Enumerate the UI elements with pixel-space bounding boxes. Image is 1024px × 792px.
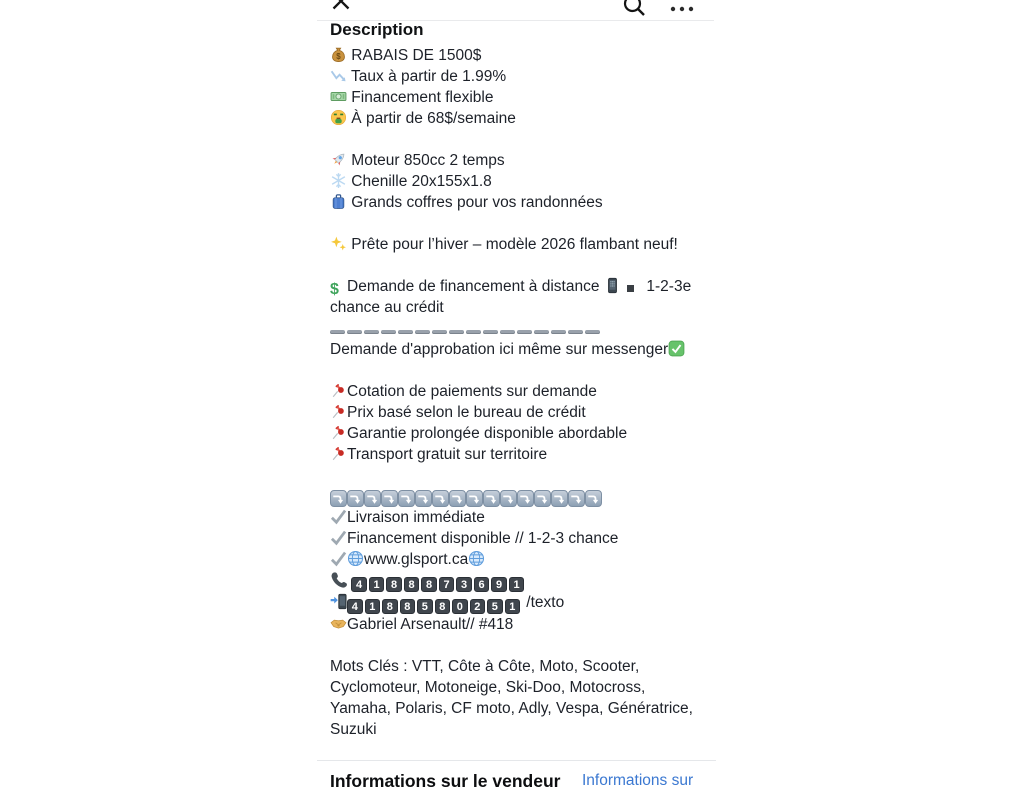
arrow-curving-down-icon: [500, 489, 517, 506]
money-bag-icon: [330, 46, 347, 63]
description-line: [330, 150, 704, 171]
check-mark-button-icon: [668, 340, 685, 357]
heavy-minus-icon: [415, 321, 432, 338]
arrow-curving-down-icon: [551, 489, 568, 506]
text-run: Financement disponible // 1-2-3 chance: [347, 530, 619, 547]
arrow-curving-down-icon: [449, 489, 466, 506]
pushpin-icon: [330, 445, 347, 462]
heavy-minus-icon: [568, 321, 585, 338]
keycap-digit-icon: 8: [421, 577, 437, 593]
chart-decreasing-icon: [330, 67, 347, 84]
text-run: Chenille 20x155x1.8: [347, 173, 492, 190]
check-mark-icon: [330, 529, 347, 546]
arrow-curving-down-icon: [432, 489, 449, 506]
keycap-digit-icon: 7: [439, 577, 455, 593]
description-line: [330, 255, 704, 276]
keycap-digit-icon: 1: [509, 577, 525, 593]
description-line: [330, 423, 704, 444]
text-run: Taux à partir de 1.99%: [347, 68, 507, 85]
heavy-minus-icon: [500, 321, 517, 338]
description-heading: Description: [330, 20, 424, 39]
search-icon: [622, 4, 646, 21]
arrow-curving-down-icon: [364, 489, 381, 506]
keycap-digit-icon: 8: [435, 599, 451, 615]
listing-description-panel: [329, 0, 706, 791]
heavy-minus-icon: [347, 321, 364, 338]
more-options-icon: [669, 0, 697, 17]
description-line: [330, 276, 704, 318]
top-bar: [329, 0, 706, 20]
arrow-curving-down-icon: [534, 489, 551, 506]
text-run: Moteur 850cc 2 temps: [347, 152, 505, 169]
text-run: Demande d'approbation ici même sur messenger: [330, 341, 669, 358]
heavy-minus-icon: [432, 321, 449, 338]
text-run: Gabriel Arsenault// #418: [347, 616, 514, 633]
keycap-digit-icon: 8: [404, 577, 420, 593]
keycap-digit-icon: 0: [452, 599, 468, 615]
seller-info-heading: Informations sur le vendeur: [330, 771, 561, 791]
text-run: Prix basé selon le bureau de crédit: [347, 404, 586, 421]
text-run: RABAIS DE 1500$: [347, 47, 482, 64]
globe-icon: [347, 550, 364, 567]
description-line: [330, 234, 704, 255]
description-line: [330, 108, 704, 129]
dollar-banknote-icon: [330, 88, 347, 105]
arrow-curving-down-icon: [415, 489, 432, 506]
keycap-digit-icon: 8: [386, 577, 402, 593]
description-line: [330, 87, 704, 108]
keycap-digit-icon: 1: [369, 577, 385, 593]
description-line: [330, 45, 704, 66]
description-line: [330, 171, 704, 192]
luggage-icon: [330, 193, 347, 210]
description-line: [330, 570, 704, 592]
pushpin-icon: [330, 403, 347, 420]
description-line: [330, 549, 704, 570]
heavy-dollar-sign-icon: $: [330, 281, 339, 298]
globe-icon: [468, 550, 485, 567]
heavy-minus-icon: [398, 321, 415, 338]
heavy-minus-icon: [534, 321, 551, 338]
arrow-curving-down-icon: [483, 489, 500, 506]
text-run: Grands coffres pour vos randonnées: [347, 194, 603, 211]
close-button[interactable]: [331, 0, 351, 11]
keycap-digit-icon: 8: [400, 599, 416, 615]
keycap-digit-icon: 5: [487, 599, 503, 615]
text-run: www.glsport.ca: [364, 551, 469, 568]
text-run: Livraison immédiate: [347, 509, 485, 526]
arrow-curving-down-icon: [381, 489, 398, 506]
spacer: [330, 740, 704, 760]
description-line: [330, 66, 704, 87]
keycap-digit-icon: 1: [505, 599, 521, 615]
money-mouth-face-icon: [330, 109, 347, 126]
description-line: [330, 192, 704, 213]
svg-text:$: $: [336, 51, 341, 61]
heavy-minus-icon: [364, 321, 381, 338]
rocket-icon: [330, 151, 347, 168]
heavy-minus-icon: [330, 321, 347, 338]
handshake-icon: [330, 615, 347, 632]
description-line: [330, 402, 704, 423]
description-line: [330, 656, 704, 740]
keycap-digit-icon: 3: [456, 577, 472, 593]
description-text: [330, 45, 704, 740]
arrow-curving-down-icon: [347, 489, 364, 506]
telephone-receiver-icon: [330, 571, 347, 588]
text-run: /texto: [522, 594, 565, 611]
description-line: [330, 339, 704, 360]
heavy-minus-icon: [483, 321, 500, 338]
description-line: [330, 129, 704, 150]
arrow-curving-down-icon: [398, 489, 415, 506]
heavy-minus-icon: [381, 321, 398, 338]
description-line: [330, 614, 704, 635]
description-line: [330, 444, 704, 465]
description-line: [330, 465, 704, 486]
check-mark-icon: [330, 550, 347, 567]
black-small-square-icon: [625, 279, 642, 296]
heavy-minus-icon: [466, 321, 483, 338]
arrow-curving-down-icon: [585, 489, 602, 506]
description-line: [330, 507, 704, 528]
text-run: Financement flexible: [347, 89, 494, 106]
keycap-digit-icon: 8: [382, 599, 398, 615]
text-run: Cotation de paiements sur demande: [347, 383, 597, 400]
keycap-digit-icon: 4: [351, 577, 367, 593]
text-run: Prête pour l’hiver – modèle 2026 flambant neuf!: [347, 236, 678, 253]
heavy-minus-icon: [551, 321, 568, 338]
more-options-button[interactable]: [669, 0, 697, 8]
description-section: [330, 22, 704, 792]
keycap-digit-icon: 1: [365, 599, 381, 615]
search-button[interactable]: [622, 0, 646, 17]
description-line: [330, 318, 704, 339]
seller-info-row: [330, 771, 704, 792]
pushpin-icon: [330, 382, 347, 399]
description-line: [330, 213, 704, 234]
text-run: Demande de financement à distance: [347, 278, 604, 295]
keycap-digit-icon: 4: [347, 599, 363, 615]
description-line: [330, 528, 704, 549]
sparkles-icon: [330, 235, 347, 252]
mobile-phone-icon: [604, 277, 621, 294]
arrow-curving-down-icon: [568, 489, 585, 506]
keycap-digit-icon: 6: [474, 577, 490, 593]
seller-info-link[interactable]: Informations sur: [582, 772, 694, 789]
keycap-digit-icon: 2: [470, 599, 486, 615]
description-line: [330, 635, 704, 656]
description-line: [330, 592, 704, 614]
close-icon: [331, 0, 351, 15]
text-run: À partir de 68$/semaine: [347, 110, 516, 127]
snowflake-icon: [330, 172, 347, 189]
description-line: [330, 360, 704, 381]
heavy-minus-icon: [517, 321, 534, 338]
keycap-digit-icon: 5: [417, 599, 433, 615]
arrow-curving-down-icon: [330, 489, 347, 506]
arrow-curving-down-icon: [517, 489, 534, 506]
text-run: Transport gratuit sur territoire: [347, 446, 548, 463]
footer-divider: [317, 760, 716, 761]
pushpin-icon: [330, 424, 347, 441]
arrow-curving-down-icon: [466, 489, 483, 506]
description-line: [330, 381, 704, 402]
keycap-digit-icon: 9: [491, 577, 507, 593]
text-run: 1-2-3e chance au crédit: [330, 278, 692, 316]
heavy-minus-icon: [449, 321, 466, 338]
text-run: Garantie prolongée disponible abordable: [347, 425, 628, 442]
mobile-phone-arrow-icon: [330, 593, 347, 610]
text-run: Mots Clés : VTT, Côte à Côte, Moto, Scooter, Cyclomoteur, Motoneige, Ski-Doo, Motocross, Yamaha, Polaris, CF moto, Adly, Vespa, Génératrice, Suzuki: [330, 658, 693, 738]
description-line: [330, 486, 704, 507]
heavy-minus-icon: [585, 321, 602, 338]
check-mark-icon: [330, 508, 347, 525]
